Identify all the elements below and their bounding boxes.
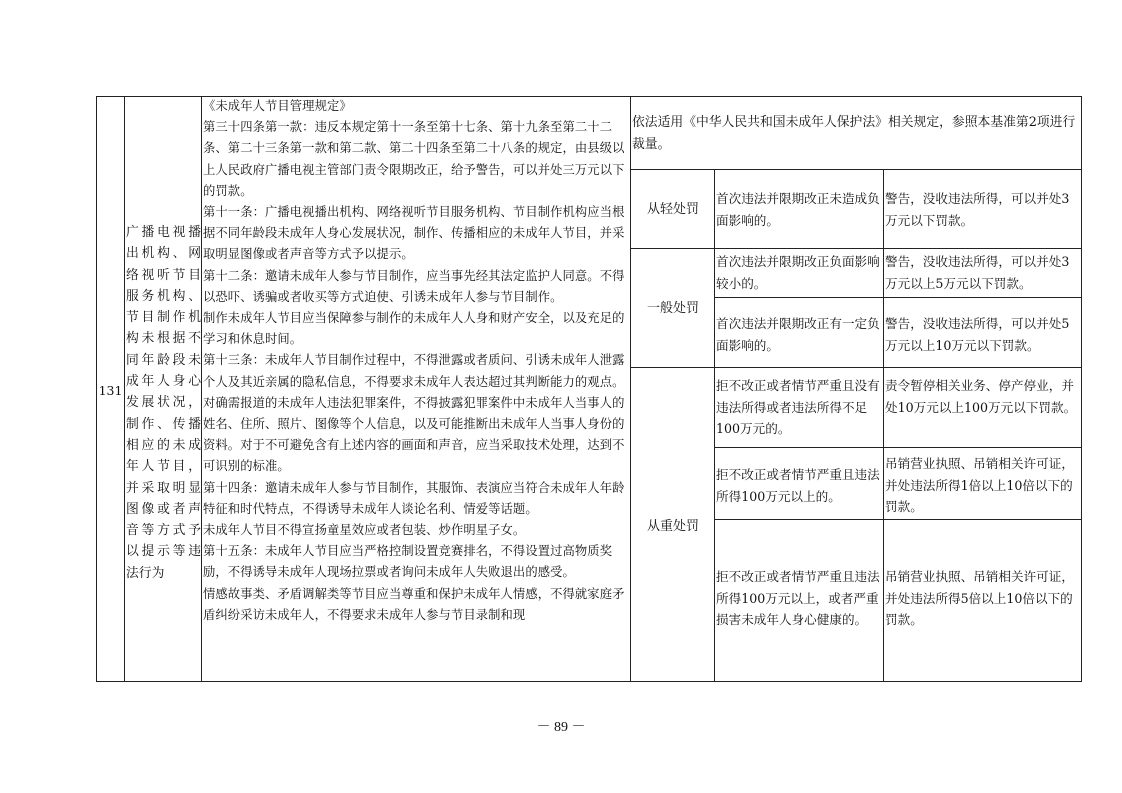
page-number: － 89 －	[536, 720, 586, 735]
col-divider-level	[714, 169, 715, 682]
col-divider-number	[124, 96, 125, 682]
law-paragraph: 未成年人节目不得宣扬童星效应或者包装、炒作明星子女。	[203, 523, 526, 538]
law-title: 《未成年人节目管理规定》	[203, 99, 352, 113]
general-row-divider	[714, 297, 1082, 298]
law-paragraph: 第十四条：邀请未成年人参与节目制作，其服饰、表演应当符合未成年人年龄特征和时代特点，不得诱导未成年人谈论名利、情爱等话题。	[203, 480, 625, 516]
table-bottom-border	[96, 681, 1082, 682]
condition-text: 拒不改正或者情节严重且违法所得100万元以上，或者严重损害未成年人身心健康的。	[716, 569, 880, 627]
heavy-row-divider-1	[714, 447, 1082, 448]
condition-text: 拒不改正或者情节严重且违法所得100万元以上的。	[716, 467, 880, 504]
law-paragraph: 情感故事类、矛盾调解类等节目应当尊重和保护未成年人情感，不得就家庭矛盾纠纷采访未成年人，不得要求未成年人参与节目录制和现	[203, 586, 625, 622]
condition-text: 首次违法并限期改正负面影响较小的。	[716, 254, 880, 291]
condition-text: 首次违法并限期改正未造成负面影响的。	[716, 191, 880, 228]
level-heavy: 从重处罚	[646, 519, 699, 534]
table-right-border	[1081, 96, 1082, 682]
law-paragraph: 制作未成年人节目应当保障参与制作的未成年人人身和财产安全，以及充足的学习和休息时间。	[203, 311, 625, 347]
heavy-row-divider-2	[714, 519, 1082, 520]
law-paragraph: 第十三条：未成年人节目制作过程中，不得泄露或者质问、引诱未成年人泄露个人及其近亲属的隐私信息，不得要求未成年人表达超过其判断能力的观点。	[203, 353, 625, 389]
penalty-text: 警告，没收违法所得，可以并处3万元以下罚款。	[885, 191, 1070, 228]
level-light: 从轻处罚	[646, 202, 699, 217]
penalty-text: 吊销营业执照、吊销相关许可证，并处违法所得1倍以上10倍以下的罚款。	[885, 456, 1074, 514]
penalty-text: 吊销营业执照、吊销相关许可证，并处违法所得5倍以上10倍以下的罚款。	[885, 569, 1074, 627]
condition-text: 首次违法并限期改正有一定负面影响的。	[716, 316, 880, 353]
applicable-rule-text: 依法适用《中华人民共和国未成年人保护法》相关规定，参照本基准第2项进行裁量。	[632, 115, 1076, 152]
law-paragraph: 第十五条：未成年人节目应当严格控制设置竞赛排名，不得设置过高物质奖励，不得诱导未成年人现场拉票或者询问未成年人失败退出的感受。	[203, 544, 613, 580]
penalty-text: 责令暂停相关业务、停产停业，并处10万元以上100万元以下罚款。	[885, 378, 1077, 415]
law-paragraph: 第十二条：邀请未成年人参与节目制作，应当事先经其法定监护人同意。不得以恐吓、诱骗或者收买等方式迫使、引诱未成年人参与节目制作。	[203, 268, 625, 304]
condition-text: 拒不改正或者情节严重且没有违法所得或者违法所得不足100万元的。	[716, 378, 880, 436]
level-general: 一般处罚	[646, 301, 699, 316]
row-number: 131	[98, 383, 123, 398]
law-paragraph: 第三十四条第一款：违反本规定第十一条至第十七条、第十九条至第二十二条、第二十三条第一款和第二款、第二十四条至第二十八条的规定，由县级以上人民政府广播电视主管部门责令限期改正，给予警告，可以并处三万元以下的罚款。	[203, 120, 625, 198]
legal-basis-text	[203, 96, 631, 681]
col-divider-condition	[883, 169, 884, 682]
light-row-bottom	[630, 248, 1082, 249]
apply-row-bottom	[630, 169, 1082, 170]
penalty-text: 警告，没收违法所得，可以并处5万元以上10万元以下罚款。	[885, 316, 1070, 353]
general-row-bottom	[630, 367, 1082, 368]
illegal-act-description: 广播电视播出机构、网络视听节目服务机构、节目制作机构未根据不同年龄段未成年人身心发展状况，制作、传播相应的未成年人节目，并采取明显图像或者声音等方式予以提示等违法行为	[126, 225, 201, 581]
penalty-text: 警告，没收违法所得，可以并处3万元以上5万元以下罚款。	[885, 254, 1070, 291]
col-divider-act	[201, 96, 202, 682]
law-paragraph: 对确需报道的未成年人违法犯罪案件，不得披露犯罪案件中未成年人当事人的姓名、住所、照片、图像等个人信息，以及可能推断出未成年人当事人身份的资料。对于不可避免含有上述内容的画面和声音，应当采取技术处理，达到不可识别的标准。	[203, 395, 625, 474]
law-paragraph: 第十一条：广播电视播出机构、网络视听节目服务机构、节目制作机构应当根据不同年龄段未成年人身心发展状况，制作、传播相应的未成年人节目，并采取明显图像或者声音等方式予以提示。	[203, 205, 625, 262]
